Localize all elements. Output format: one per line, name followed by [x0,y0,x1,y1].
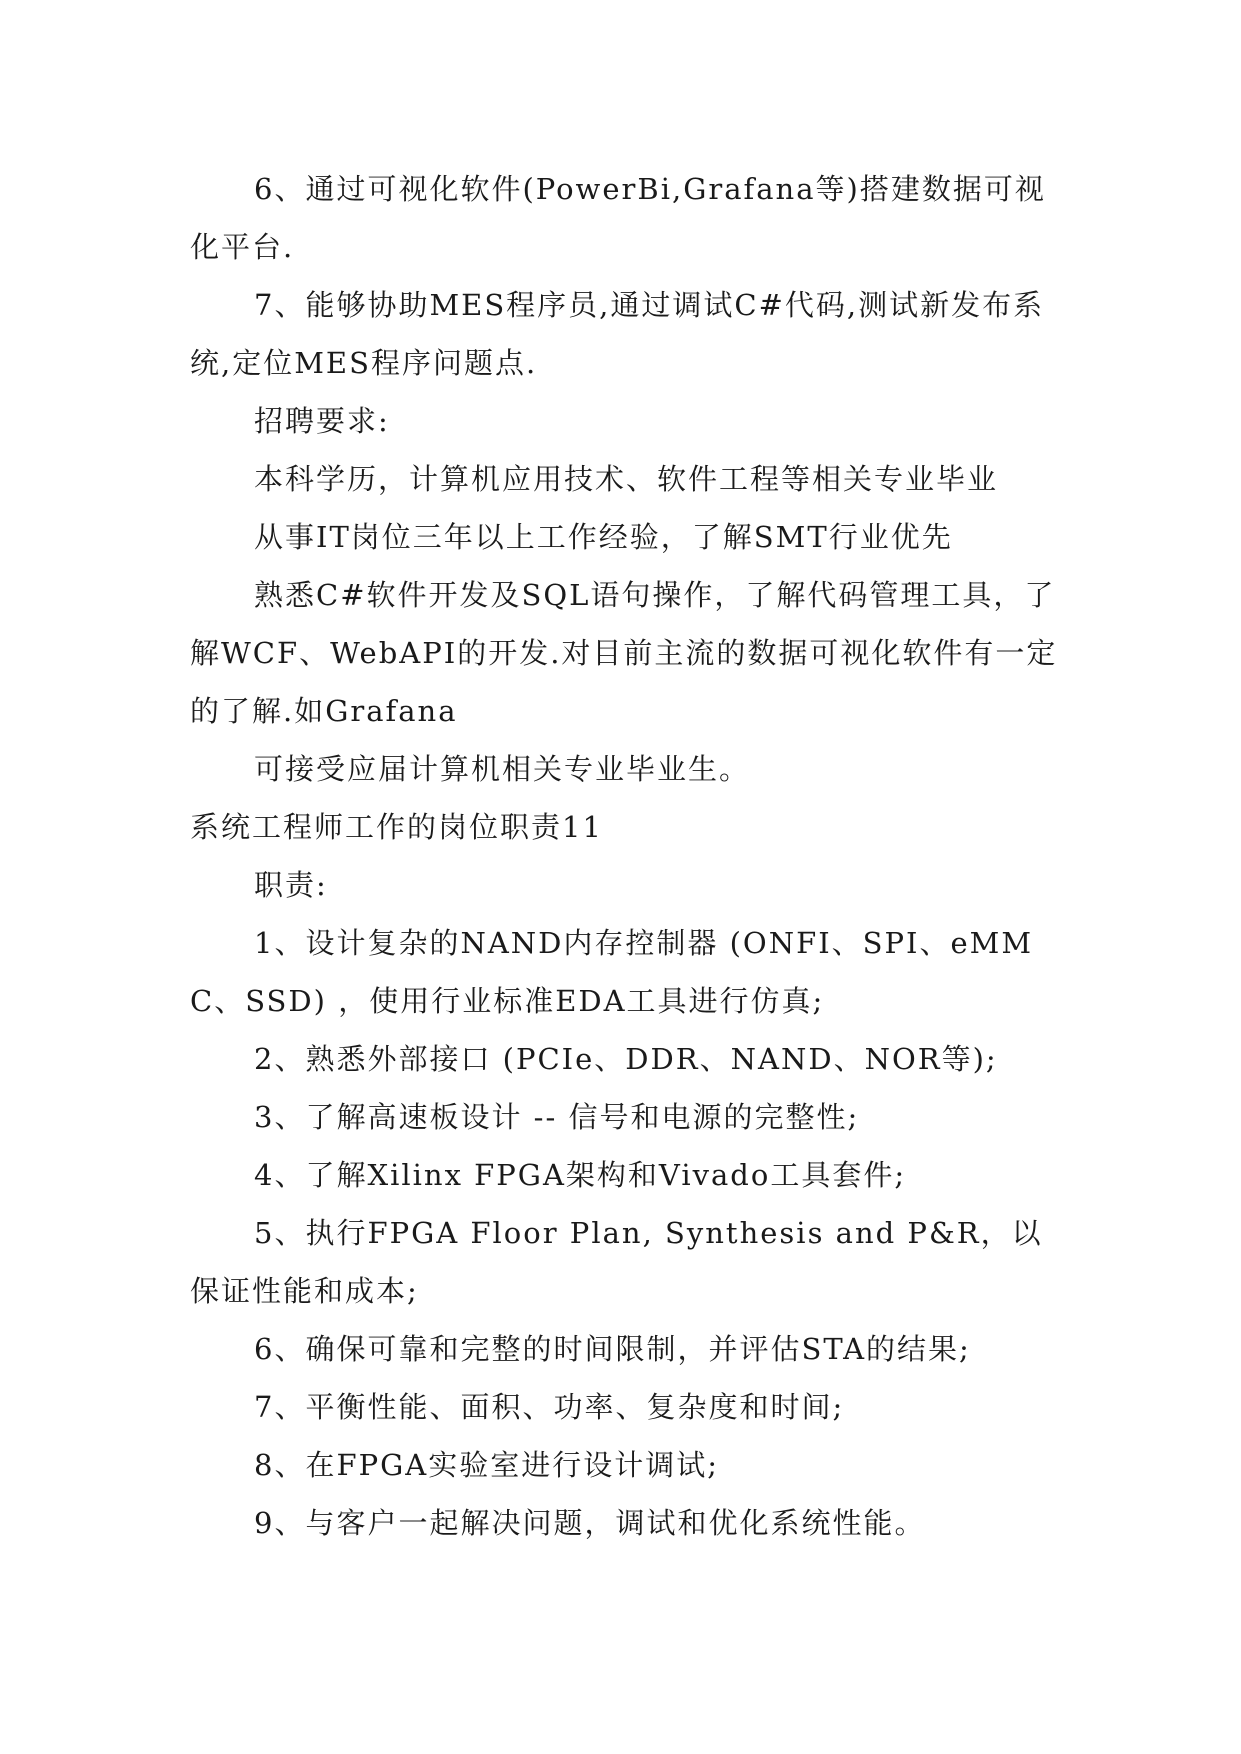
duty-item-3: 3、了解高速板设计 -- 信号和电源的完整性; [254,1100,860,1134]
duty-item-7: 7、平衡性能、面积、功率、复杂度和时间; [254,1390,845,1424]
duty-item-5: 5、执行FPGA Floor Plan, Synthesis and P&R，以保证性能和成本; [190,1216,1043,1308]
document-body [190,160,1070,1552]
paragraph-item-7-mes: 7、能够协助MES程序员,通过调试C#代码,测试新发布系统,定位MES程序问题点. [190,288,1045,380]
duty-item-6: 6、确保可靠和完整的时间限制，并评估STA的结果; [254,1332,971,1366]
requirement-experience: 从事IT岗位三年以上工作经验，了解SMT行业优先 [254,520,953,554]
paragraph-item-6-visualization: 6、通过可视化软件(PowerBi,Grafana等)搭建数据可视化平台. [190,172,1046,264]
requirement-skills: 熟悉C#软件开发及SQL语句操作，了解代码管理工具，了解WCF、WebAPI的开发.对目前主流的数据可视化软件有一定的了解.如Grafana [190,578,1058,728]
duty-item-8: 8、在FPGA实验室进行设计调试; [254,1448,719,1482]
duty-item-1: 1、设计复杂的NAND内存控制器 (ONFI、SPI、eMMC、SSD) ，使用行业标准EDA工具进行仿真; [190,926,1034,1018]
section-label-requirements: 招聘要求: [254,404,390,438]
requirement-education: 本科学历，计算机应用技术、软件工程等相关专业毕业 [254,462,999,496]
duty-item-2: 2、熟悉外部接口 (PCIe、DDR、NAND、NOR等); [254,1042,998,1076]
section-heading: 系统工程师工作的岗位职责11 [190,810,603,844]
requirement-graduates: 可接受应届计算机相关专业毕业生。 [254,752,751,786]
section-label-duties: 职责: [254,868,328,902]
duty-item-9: 9、与客户一起解决问题，调试和优化系统性能。 [254,1506,926,1540]
duty-item-4: 4、了解Xilinx FPGA架构和Vivado工具套件; [254,1158,907,1192]
